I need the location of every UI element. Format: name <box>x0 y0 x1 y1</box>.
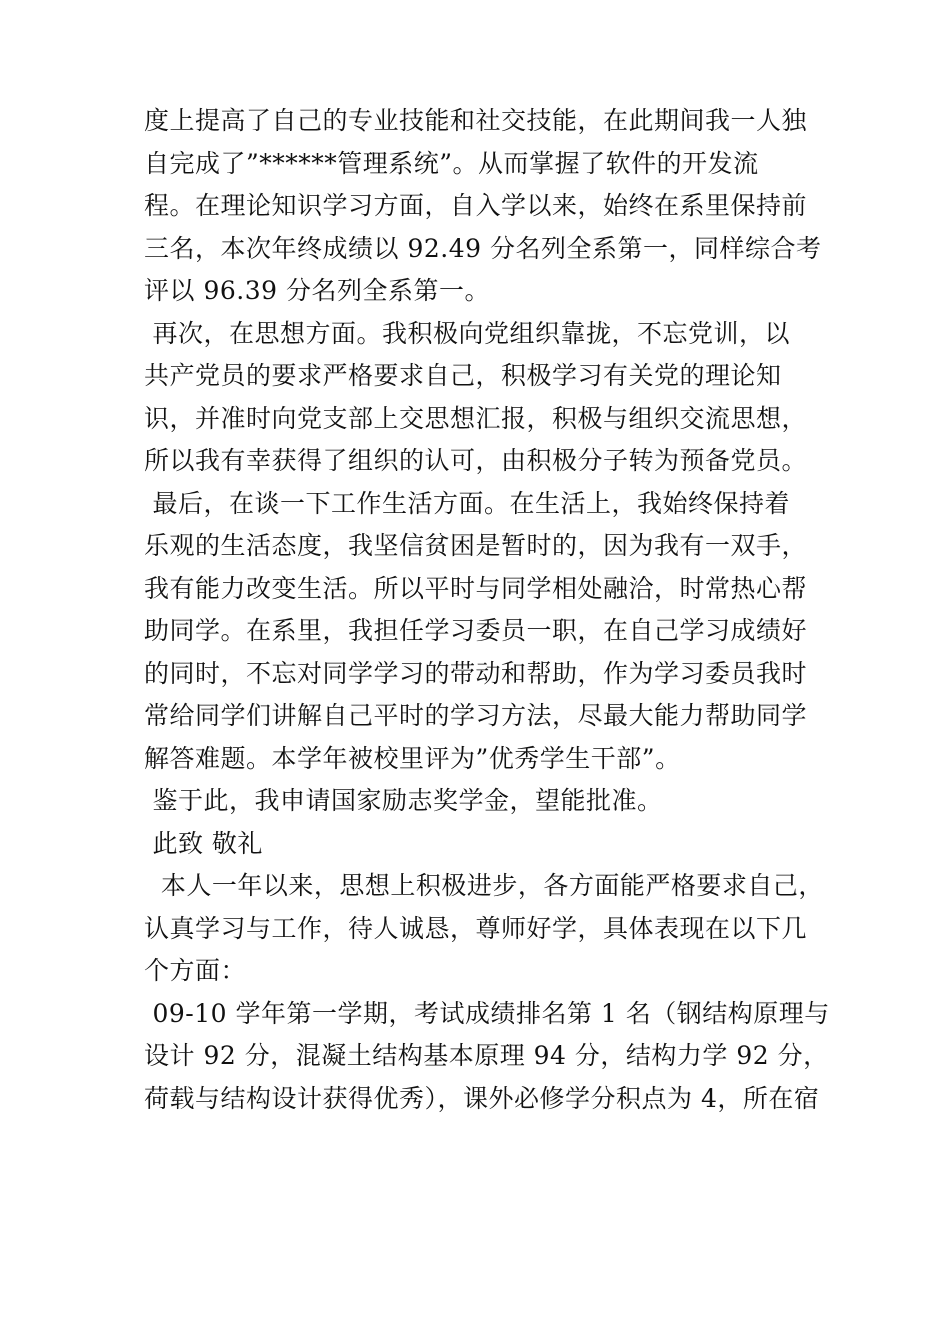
text-line: 荷载与结构设计获得优秀），课外必修学分积点为 4，所在宿 <box>144 1083 820 1113</box>
text-line: 程。在理论知识学习方面，自入学以来，始终在系里保持前 <box>144 191 808 220</box>
text-line: 我有能力改变生活。所以平时与同学相处融洽，时常热心帮 <box>144 573 808 603</box>
text-line: 所以我有幸获得了组织的认可，由积极分子转为预备党员。 <box>144 446 808 475</box>
paragraph-start-line: 本人一年以来，思想上积极进步，各方面能严格要求自己， <box>144 871 824 900</box>
text-line: 常给同学们讲解自己平时的学习方法，尽最大能力帮助同学 <box>144 701 808 730</box>
text-line: 乐观的生活态度，我坚信贫困是暂时的，因为我有一双手， <box>144 531 808 560</box>
paragraph-start-line: 再次，在思想方面。我积极向党组织靠拢，不忘党训，以 <box>144 318 790 348</box>
text-line: 自完成了”******管理系统”。从而掌握了软件的开发流 <box>144 148 759 178</box>
text-line: 的同时，不忘对同学学习的带动和帮助，作为学习委员我时 <box>144 658 808 688</box>
text-line: 解答难题。本学年被校里评为”优秀学生干部”。 <box>144 743 681 773</box>
text-line: 三名，本次年终成绩以 92.49 分名列全系第一，同样综合考 <box>144 233 822 263</box>
text-line: 个方面： <box>144 956 247 985</box>
paragraph-start-line: 最后，在谈一下工作生活方面。在生活上，我始终保持着 <box>144 488 790 518</box>
text-line: 共产党员的要求严格要求自己，积极学习有关党的理论知 <box>144 361 782 390</box>
body-text <box>144 100 830 1120</box>
text-line: 评以 96.39 分名列全系第一。 <box>144 276 490 305</box>
text-line: 认真学习与工作，待人诚恳，尊师好学，具体表现在以下几 <box>144 913 808 943</box>
paragraph-start-line: 鉴于此，我申请国家励志奖学金，望能批准。 <box>144 786 663 815</box>
paragraph-start-line: 09-10 学年第一学期，考试成绩排名第 1 名（钢结构原理与 <box>144 998 830 1028</box>
text-line: 助同学。在系里，我担任学习委员一职，在自己学习成绩好 <box>144 616 808 645</box>
text-line: 识，并准时向党支部上交思想汇报，积极与组织交流思想， <box>144 403 808 433</box>
closing-line: 此致 敬礼 <box>144 828 263 858</box>
text-line: 设计 92 分，混凝土结构基本原理 94 分，结构力学 92 分， <box>144 1041 829 1070</box>
text-line: 度上提高了自己的专业技能和社交技能，在此期间我一人独 <box>144 106 808 135</box>
